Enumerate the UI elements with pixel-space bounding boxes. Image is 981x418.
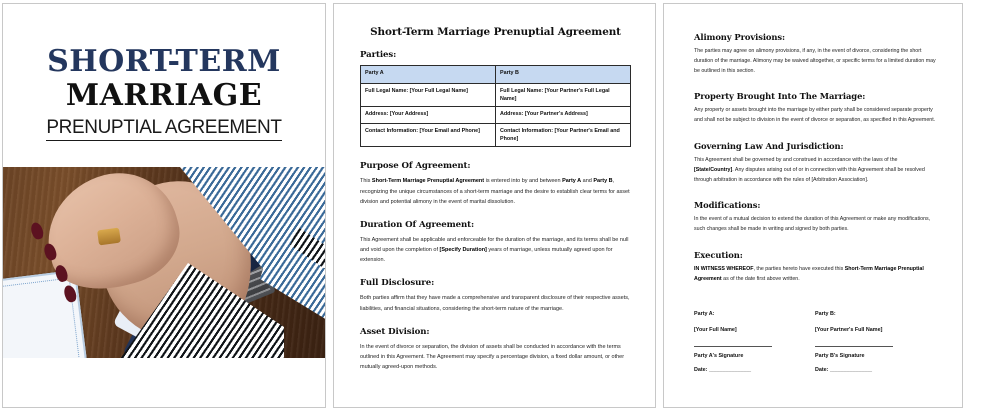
signature-line[interactable] bbox=[815, 345, 893, 347]
section-paragraph bbox=[694, 215, 936, 235]
body-text: as of the date first above written. bbox=[721, 275, 800, 282]
table-cell: Full Legal Name: [Your Full Legal Name] bbox=[361, 84, 496, 107]
page-two[interactable] bbox=[333, 3, 656, 408]
signature-caption: Party B's Signature bbox=[815, 352, 865, 359]
cover-artwork bbox=[2, 167, 326, 358]
section-heading: Execution: bbox=[694, 249, 743, 260]
page-two-body bbox=[334, 4, 655, 385]
cover-title-block bbox=[3, 46, 325, 141]
body-text: This Agreement shall be governed by and construed in accordance with the laws of the bbox=[694, 156, 898, 163]
body-text: The parties may agree on alimony provisions, if any, in the event of divorce, considering the short duration of the marriage. Alimony may be waived altogether, or specific terms for a limited duration may be outlined in this section. bbox=[694, 48, 936, 74]
signature-column-party-b bbox=[815, 311, 936, 382]
body-text: , recognizing the unique circumstances of a short-term marriage and the desire to establish clear terms for asset division and potential alimony in the event of marital dissolution. bbox=[360, 178, 630, 205]
emphasis-text: [State/Country] bbox=[694, 166, 733, 173]
section-paragraph bbox=[360, 176, 631, 207]
parties-heading: Parties: bbox=[360, 50, 397, 60]
signature-party-label: Party A: bbox=[694, 310, 715, 317]
section-heading: Duration Of Agreement: bbox=[360, 219, 475, 230]
signature-caption: Party A's Signature bbox=[694, 352, 744, 359]
table-cell: Full Legal Name: [Your Partner's Full Legal Name] bbox=[496, 84, 631, 107]
page-cover[interactable] bbox=[2, 3, 326, 408]
signature-date-field[interactable]: Date: ______________ bbox=[694, 367, 751, 374]
signature-line[interactable] bbox=[694, 345, 772, 347]
cover-subtitle: PRENUPTIAL AGREEMENT bbox=[46, 117, 281, 141]
signature-date-field[interactable]: Date: ______________ bbox=[815, 367, 872, 374]
signature-column-party-a bbox=[694, 311, 815, 382]
body-text: . Any disputes arising out of or in connection with this Agreement shall be resolved through arbitration in accordance with the rules of [Arbitration Association]. bbox=[694, 166, 925, 183]
table-row bbox=[361, 107, 631, 124]
parties-table-body bbox=[361, 84, 631, 147]
cover-title-line1: SHORT-TERM bbox=[47, 44, 281, 79]
nail bbox=[29, 221, 45, 241]
signature-party-label: Party B: bbox=[815, 310, 836, 317]
body-text: Both parties affirm that they have made a comprehensive and transparent disclosure of their respective assets, liabilities, and financial situations, considering the short-term nature of the marriage. bbox=[360, 295, 630, 312]
section-paragraph bbox=[360, 342, 631, 373]
document-title: Short-Term Marriage Prenuptial Agreement bbox=[370, 26, 621, 38]
page-three-body bbox=[664, 4, 962, 382]
cover-title-line2: MARRIAGE bbox=[65, 78, 263, 114]
page-three-sections bbox=[694, 32, 936, 285]
table-header-row bbox=[361, 66, 631, 84]
signature-party-name: [Your Full Name] bbox=[694, 327, 737, 334]
page-three[interactable] bbox=[663, 3, 963, 408]
signature-party-name: [Your Partner's Full Name] bbox=[815, 327, 883, 334]
body-text: , the parties hereto have executed this bbox=[753, 265, 845, 272]
clasped-hands-photo bbox=[2, 167, 326, 358]
table-cell: Contact Information: [Your Partner's Email and Phone] bbox=[496, 124, 631, 147]
section-paragraph bbox=[694, 156, 936, 185]
signature-block bbox=[694, 311, 936, 382]
section-paragraph bbox=[694, 47, 936, 76]
emphasis-text: Short-Term Marriage Prenuptial Agreement bbox=[694, 265, 924, 282]
body-text: This Agreement shall be applicable and enforceable for the duration of the marriage, and its terms shall be null and void upon the completion of bbox=[360, 236, 629, 254]
emphasis-text: [Specify Duration] bbox=[439, 247, 487, 254]
body-text: In the event of divorce or separation, the division of assets shall be conducted in accordance with the terms outlined in this Agreement. The Agreement may specify a percentage division, a fixed dollar amount, or other mutually agreed-upon methods. bbox=[360, 343, 625, 371]
table-row bbox=[361, 84, 631, 107]
table-cell: Address: [Your Partner's Address] bbox=[496, 107, 631, 124]
section-heading: Asset Division: bbox=[360, 326, 430, 337]
section-heading: Full Disclosure: bbox=[360, 278, 435, 289]
table-col-party-a: Party A bbox=[361, 66, 496, 84]
body-text: In the event of a mutual decision to extend the duration of this Agreement or make any modifications, such changes shall be made in writing and signed by both parties. bbox=[694, 216, 931, 233]
section-paragraph bbox=[694, 106, 936, 126]
section-heading: Governing Law And Jurisdiction: bbox=[694, 140, 844, 151]
body-text: This bbox=[360, 178, 372, 185]
parties-table-head bbox=[361, 66, 631, 84]
body-text: years of marriage, unless mutually agreed upon for extension. bbox=[360, 247, 613, 264]
nail bbox=[54, 264, 70, 284]
page-two-sections bbox=[360, 161, 631, 372]
emphasis-text: Short-Term Marriage Prenuptial Agreement bbox=[371, 178, 485, 185]
parties-table bbox=[360, 65, 631, 147]
body-text: and bbox=[581, 178, 594, 185]
section-paragraph bbox=[360, 235, 631, 266]
table-cell: Contact Information: [Your Email and Phone] bbox=[361, 124, 496, 147]
body-text: Any property or assets brought into the marriage by either party shall be considered separate property and shall not be subject to division in the event of divorce or separation, as specified in this Agreement. bbox=[694, 107, 936, 124]
nail bbox=[42, 242, 58, 262]
table-col-party-b: Party B bbox=[496, 66, 631, 84]
table-row bbox=[361, 124, 631, 147]
section-heading: Property Brought Into The Marriage: bbox=[694, 91, 866, 102]
emphasis-text: Party B bbox=[593, 178, 613, 185]
emphasis-text: IN WITNESS WHEREOF bbox=[694, 265, 754, 272]
section-paragraph bbox=[694, 265, 936, 285]
emphasis-text: Party A bbox=[562, 178, 582, 185]
body-text: is entered into by and between bbox=[484, 178, 563, 185]
section-heading: Purpose Of Agreement: bbox=[360, 161, 471, 172]
table-cell: Address: [Your Address] bbox=[361, 107, 496, 124]
section-paragraph bbox=[360, 293, 631, 313]
section-heading: Modifications: bbox=[694, 200, 761, 211]
wedding-ring bbox=[97, 228, 121, 246]
section-heading: Alimony Provisions: bbox=[694, 32, 786, 42]
